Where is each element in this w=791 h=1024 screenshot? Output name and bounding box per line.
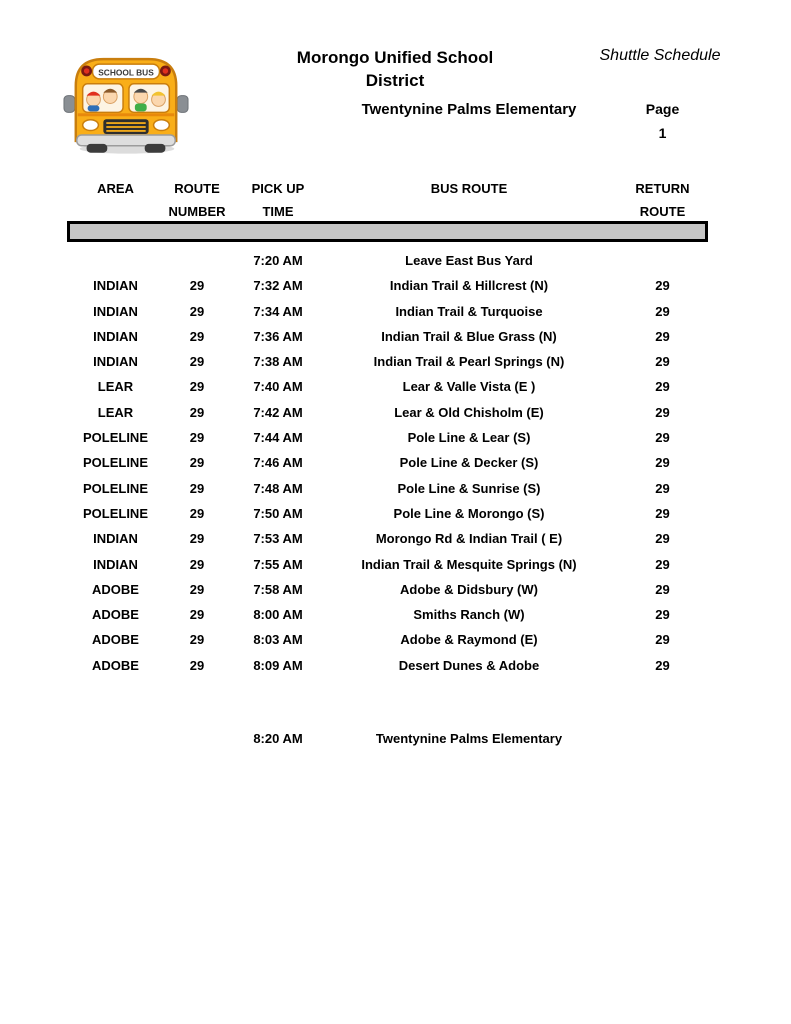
return-route-cell: 29 (655, 581, 670, 597)
pickup-time-cell: 7:36 AM (253, 328, 303, 344)
route-number-cell: 29 (189, 328, 205, 344)
bus-route-cell: Indian Trail & Turquoise (395, 303, 543, 319)
table-row (0, 476, 791, 501)
route-number-cell: 29 (189, 607, 205, 623)
route-number-cell: 29 (189, 531, 205, 547)
bus-route-cell: Indian Trail & Mesquite Springs (N) (361, 556, 577, 572)
route-number-cell: 29 (189, 480, 205, 496)
area-cell: POLELINE (82, 505, 148, 521)
return-route-cell: 29 (655, 455, 670, 471)
return-route-cell: 29 (655, 556, 670, 572)
route-number-cell: 29 (189, 505, 205, 521)
district-title-line2: District (365, 71, 425, 90)
route-number-cell: 29 (189, 657, 205, 673)
area-cell: INDIAN (93, 328, 138, 344)
table-row (0, 299, 791, 324)
area-cell: ADOBE (92, 607, 139, 623)
doc-type-label: Shuttle Schedule (599, 47, 721, 64)
bus-route-cell: Lear & Valle Vista (E ) (402, 379, 536, 395)
route-number-cell: 29 (189, 404, 205, 420)
table-row (0, 577, 791, 602)
bus-route-cell: Pole Line & Lear (S) (407, 430, 531, 446)
return-route-cell: 29 (655, 328, 670, 344)
area-cell: INDIAN (93, 354, 138, 370)
column-header-bus-route: BUS ROUTE (430, 181, 508, 196)
return-route-cell: 29 (655, 531, 670, 547)
bus-route-cell: Adobe & Raymond (E) (400, 632, 538, 648)
return-route-cell: 29 (655, 607, 670, 623)
route-number-cell: 29 (189, 354, 205, 370)
table-row (0, 653, 791, 678)
bus-route-cell: Pole Line & Sunrise (S) (397, 480, 541, 496)
area-cell: ADOBE (92, 581, 139, 597)
route-number-cell: 29 (189, 278, 205, 294)
pickup-time-cell: 7:32 AM (253, 278, 303, 294)
bus-route-cell: Desert Dunes & Adobe (398, 657, 540, 673)
bus-route-cell: Indian Trail & Hillcrest (N) (389, 278, 549, 294)
area-cell: ADOBE (92, 657, 139, 673)
column-header-route-number: ROUTE NUMBER (168, 181, 226, 219)
area-cell: POLELINE (82, 480, 148, 496)
pickup-time-cell: 7:34 AM (253, 303, 303, 319)
area-cell: INDIAN (93, 278, 138, 294)
return-route-cell: 29 (655, 430, 670, 446)
bus-route-cell: Pole Line & Morongo (S) (393, 505, 545, 521)
arrival-time: 8:20 AM (253, 731, 303, 746)
arrival-row (0, 726, 791, 751)
bus-route-cell: Adobe & Didsbury (W) (400, 581, 538, 597)
school-bus-icon (62, 44, 190, 158)
schedule-rows (0, 248, 791, 678)
bus-route-cell: Indian Trail & Blue Grass (N) (381, 328, 557, 344)
header-separator-bar (67, 221, 708, 242)
page-label: Page (645, 101, 680, 117)
route-number-cell: 29 (189, 303, 205, 319)
school-bus-logo (62, 44, 190, 158)
school-name: Twentynine Palms Elementary (361, 101, 577, 118)
area-cell: ADOBE (92, 632, 139, 648)
pickup-time-cell: 8:00 AM (253, 607, 303, 623)
table-row (0, 349, 791, 374)
arrival-stop: Twentynine Palms Elementary (375, 731, 563, 746)
pickup-time-cell: 7:20 AM (253, 253, 303, 268)
return-route-cell: 29 (655, 505, 670, 521)
return-route-cell: 29 (655, 303, 670, 319)
table-row (0, 552, 791, 577)
pickup-time-cell: 7:58 AM (253, 581, 303, 597)
route-number-cell: 29 (189, 379, 205, 395)
route-number-cell: 29 (189, 556, 205, 572)
bus-route-cell: Pole Line & Decker (S) (399, 455, 539, 471)
pickup-time-cell: 7:46 AM (253, 455, 303, 471)
return-route-cell: 29 (655, 404, 670, 420)
return-route-cell: 29 (655, 379, 670, 395)
area-cell: POLELINE (82, 455, 148, 471)
pickup-time-cell: 7:50 AM (253, 505, 303, 521)
pickup-time-cell: 7:40 AM (253, 379, 303, 395)
return-route-cell: 29 (655, 354, 670, 370)
route-number-cell: 29 (189, 581, 205, 597)
route-number-cell: 29 (189, 455, 205, 471)
return-route-cell: 29 (655, 657, 670, 673)
table-row (0, 450, 791, 475)
district-title-line1: Morongo Unified School (296, 48, 494, 67)
return-route-cell: 29 (655, 632, 670, 648)
pickup-time-cell: 8:09 AM (253, 657, 303, 673)
table-row (0, 425, 791, 450)
column-header-area: AREA (97, 181, 134, 196)
pickup-time-cell: 7:42 AM (253, 404, 303, 420)
page-number: 1 (658, 125, 667, 141)
area-cell: INDIAN (93, 303, 138, 319)
area-cell: LEAR (97, 379, 134, 395)
table-row (0, 273, 791, 298)
table-row (0, 324, 791, 349)
pickup-time-cell: 7:44 AM (253, 430, 303, 446)
bus-route-cell: Indian Trail & Pearl Springs (N) (373, 354, 565, 370)
table-row (0, 526, 791, 551)
pickup-time-cell: 7:53 AM (253, 531, 303, 547)
route-number-cell: 29 (189, 430, 205, 446)
table-row (0, 602, 791, 627)
area-cell: INDIAN (93, 556, 138, 572)
bus-route-cell: Smiths Ranch (W) (413, 607, 525, 623)
table-row (0, 374, 791, 399)
bus-route-cell: Lear & Old Chisholm (E) (394, 404, 544, 420)
column-header-return-route: RETURN ROUTE (635, 181, 690, 219)
table-row (0, 627, 791, 652)
area-cell: POLELINE (82, 430, 148, 446)
route-number-cell: 29 (189, 632, 205, 648)
table-row (0, 501, 791, 526)
area-cell: INDIAN (93, 531, 138, 547)
area-cell: LEAR (97, 404, 134, 420)
district-title (245, 46, 545, 92)
pickup-time-cell: 8:03 AM (253, 632, 303, 648)
pickup-time-cell: 7:55 AM (253, 556, 303, 572)
pickup-time-cell: 7:48 AM (253, 480, 303, 496)
bus-route-cell: Morongo Rd & Indian Trail ( E) (375, 531, 563, 547)
return-route-cell: 29 (655, 278, 670, 294)
pickup-time-cell: 7:38 AM (253, 354, 303, 370)
table-header (0, 177, 791, 223)
bus-route-cell: Leave East Bus Yard (405, 253, 533, 268)
table-row (0, 400, 791, 425)
return-route-cell: 29 (655, 480, 670, 496)
logo-banner-text: SCHOOL BUS (98, 67, 154, 78)
table-row (0, 248, 791, 273)
column-header-pickup-time: PICK UP TIME (251, 181, 305, 219)
